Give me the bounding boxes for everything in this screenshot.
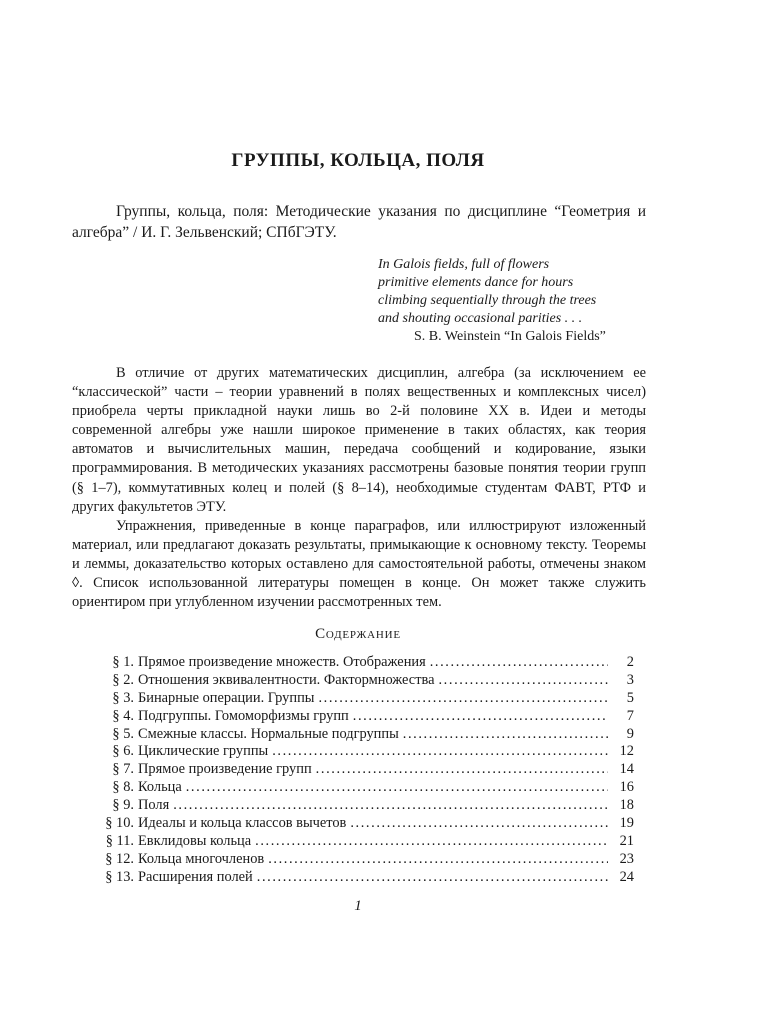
toc-page-number: 7 <box>626 707 634 724</box>
toc-dot-leader <box>350 815 608 832</box>
abstract-paragraph: Упражнения, приведенные в конце параграфов, или иллюстрируют изложенный материал, или предлагают доказать результаты, примыкающие к основному тексту. Теоремы и леммы, доказательство которых оставлено для самостоятельной работы, отмечены знаком ◊. Список использованной литературы помещен в конце. Он может также служить ориентиром при углубленном изучении рассмотренных тем. <box>72 517 646 611</box>
toc-entry[interactable] <box>100 743 634 761</box>
toc-title: Содержание <box>315 626 401 642</box>
toc-entry[interactable] <box>100 869 634 887</box>
toc-entry-title: Расширения полей <box>138 868 253 885</box>
epigraph <box>378 256 648 346</box>
toc-section-number: § 5. <box>112 725 134 742</box>
toc-dot-leader <box>268 851 608 868</box>
toc-dot-leader <box>403 726 608 743</box>
toc-entry-title: Отношения эквивалентности. Фактормножества <box>138 671 435 688</box>
abstract <box>72 364 646 612</box>
toc-entry[interactable] <box>100 708 634 726</box>
abstract-paragraph: В отличие от других математических дисциплин, алгебра (за исключением ее “классической” части – теории уравнений в полях вещественных и комплексных чисел) приобрела черты прикладной науки лишь во 2-й половине XX в. Идеи и методы современной алгебры уже нашли широкое применение в таких областях, как теория автоматов и вычислительных машин, передача сообщений и кодирование, языки программирования. В методических указаниях рассмотрены базовые понятия теории групп (§ 1–7), коммутативных колец и полей (§ 8–14), необходимые студентам ФАВТ, РТФ и других факультетов ЭТУ. <box>72 365 646 515</box>
toc-section-number: § 10. <box>105 815 134 832</box>
toc-entry[interactable] <box>100 833 634 851</box>
toc-dot-leader <box>257 869 608 886</box>
toc-entry[interactable] <box>100 726 634 744</box>
toc-section-number: § 8. <box>112 779 134 796</box>
toc-dot-leader <box>438 672 608 689</box>
toc-dot-leader <box>186 779 608 796</box>
toc-entry-title: Смежные классы. Нормальные подгруппы <box>138 725 399 742</box>
toc-entry-title: Циклические группы <box>138 743 269 760</box>
toc-page-number: 16 <box>619 779 634 796</box>
toc-dot-leader <box>353 708 608 725</box>
epigraph-line: primitive elements dance for hours <box>378 275 574 290</box>
toc-page-number: 21 <box>619 832 634 849</box>
toc-entry-title: Подгруппы. Гомоморфизмы групп <box>138 707 349 724</box>
toc-entry-title: Прямое произведение групп <box>138 761 312 778</box>
toc-section-number: § 13. <box>105 868 134 885</box>
epigraph-author: S. B. Weinstein “In Galois Fields” <box>414 329 606 344</box>
toc-dot-leader <box>173 797 608 814</box>
toc-section-number: § 9. <box>112 797 134 814</box>
toc-entry[interactable] <box>100 797 634 815</box>
toc-entry-title: Идеалы и кольца классов вычетов <box>138 815 347 832</box>
toc-entry-title: Бинарные операции. Группы <box>138 689 315 706</box>
toc-dot-leader <box>272 743 608 760</box>
page-number: 1 <box>354 898 362 914</box>
toc-entry[interactable] <box>100 761 634 779</box>
toc-section-number: § 4. <box>112 707 134 724</box>
toc-entry[interactable] <box>100 690 634 708</box>
epigraph-line: climbing sequentially through the trees <box>378 293 597 308</box>
table-of-contents <box>100 654 634 887</box>
toc-page-number: 12 <box>619 743 634 760</box>
toc-entry[interactable] <box>100 654 634 672</box>
toc-page-number: 2 <box>626 654 634 670</box>
toc-section-number: § 3. <box>112 689 134 706</box>
toc-page-number: 24 <box>619 868 634 885</box>
toc-section-number: § 2. <box>112 671 134 688</box>
document-title: ГРУППЫ, КОЛЬЦА, ПОЛЯ <box>231 150 485 171</box>
toc-section-number: § 1. <box>112 654 134 670</box>
toc-entry-title: Кольца <box>138 779 182 796</box>
toc-section-number: § 12. <box>105 850 134 867</box>
toc-entry-title: Прямое произведение множеств. Отображения <box>138 654 426 670</box>
toc-dot-leader <box>318 690 608 707</box>
toc-page-number: 14 <box>619 761 634 778</box>
epigraph-line: and shouting occasional parities . . . <box>378 311 583 326</box>
toc-section-number: § 7. <box>112 761 134 778</box>
toc-entry-title: Кольца многочленов <box>138 850 265 867</box>
toc-page-number: 18 <box>619 797 634 814</box>
toc-dot-leader <box>316 761 608 778</box>
toc-entry-title: Поля <box>138 797 170 814</box>
toc-entry-title: Евклидовы кольца <box>138 832 252 849</box>
toc-entry[interactable] <box>100 779 634 797</box>
toc-page-number: 19 <box>619 815 634 832</box>
toc-dot-leader <box>430 654 608 671</box>
toc-section-number: § 11. <box>105 832 134 849</box>
toc-page-number: 3 <box>626 671 634 688</box>
toc-page-number: 23 <box>619 850 634 867</box>
toc-entry[interactable] <box>100 851 634 869</box>
toc-entry[interactable] <box>100 672 634 690</box>
epigraph-line: In Galois fields, full of flowers <box>378 257 550 272</box>
bibliographic-citation: Группы, кольца, поля: Методические указания по дисциплине “Геометрия и алгебра” / И. Г. Зельвенский; СПбГЭТУ. <box>72 203 646 241</box>
toc-page-number: 9 <box>626 725 634 742</box>
toc-page-number: 5 <box>626 689 634 706</box>
toc-section-number: § 6. <box>112 743 134 760</box>
toc-dot-leader <box>255 833 608 850</box>
toc-entry[interactable] <box>100 815 634 833</box>
